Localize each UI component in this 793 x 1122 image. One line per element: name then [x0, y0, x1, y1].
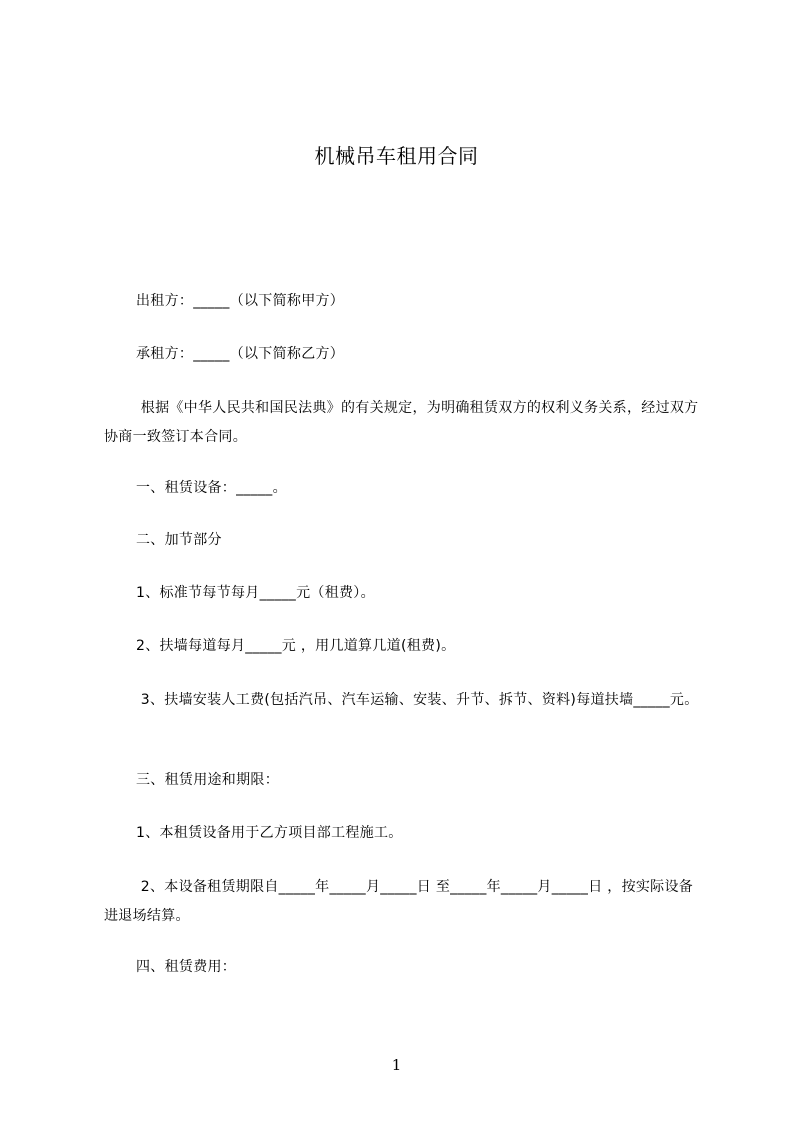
section-1-equipment: 一、租赁设备：_____。 — [136, 480, 287, 496]
item-2-1: 1、标准节每节每月_____元（租费）。 — [136, 585, 375, 601]
section-2-heading: 二、加节部分 — [136, 532, 222, 548]
item-2-2: 2、扶墙每道每月_____元 ，用几道算几道(租费)。 — [136, 638, 456, 654]
lessee-line: 承租方：_____（以下简称乙方） — [136, 346, 345, 362]
item-2-3: 3、扶墙安装人工费(包括汽吊、汽车运输、安装、升节、拆节、资料)每道扶墙_____元。 — [136, 692, 699, 708]
page-number: 1 — [391, 1056, 402, 1074]
section-3-heading: 三、租赁用途和期限： — [136, 772, 279, 788]
preamble-paragraph: 根据《中华人民共和国民法典》的有关规定，为明确租赁双方的权利义务关系，经过双方协商一致签订本合同。 — [104, 400, 699, 445]
section-4-heading: 四、租赁费用： — [136, 959, 237, 975]
document-title: 机械吊车租用合同 — [314, 144, 479, 168]
item-3-1: 1、本租赁设备用于乙方项目部工程施工。 — [136, 825, 403, 841]
item-3-2: 2、本设备租赁期限自_____年_____月_____日 至_____年_____月_____日 ，按实际设备进退场结算。 — [104, 879, 694, 924]
lessor-line: 出租方：_____（以下简称甲方） — [136, 293, 345, 309]
